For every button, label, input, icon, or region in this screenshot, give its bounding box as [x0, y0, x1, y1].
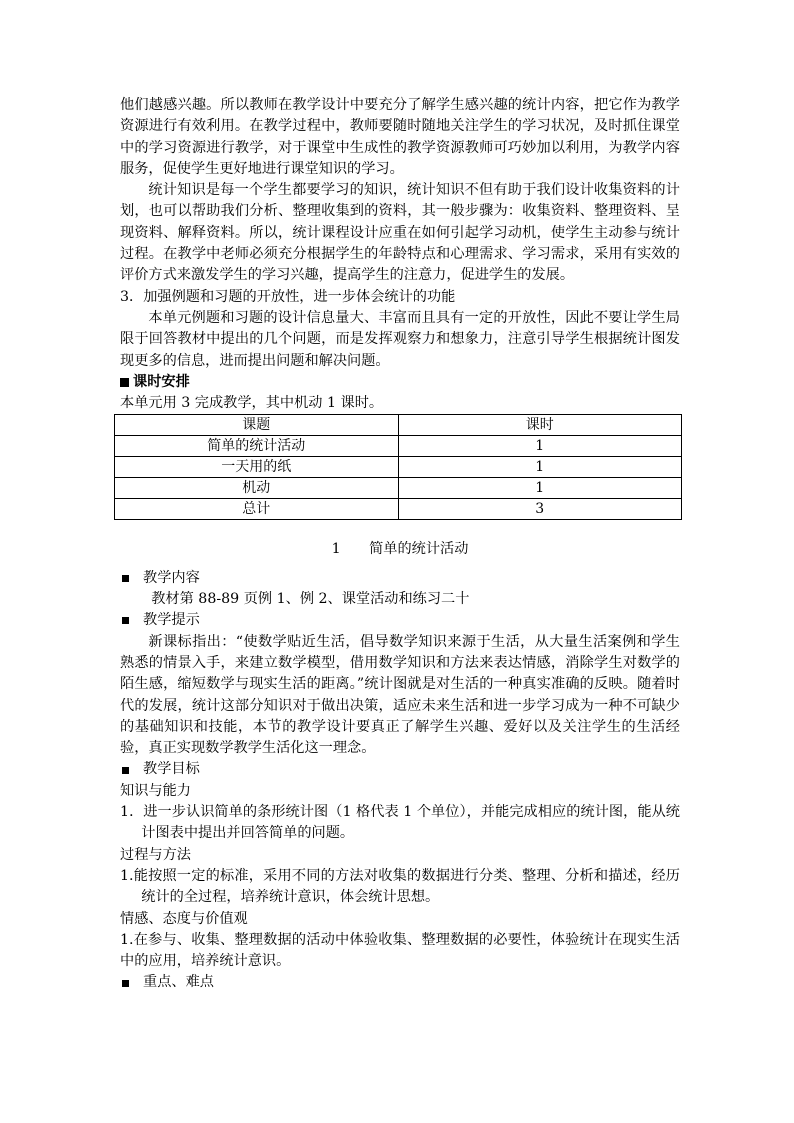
square-bullet-icon — [120, 378, 129, 387]
table-row — [115, 499, 682, 520]
content-heading — [120, 568, 680, 589]
lesson-title-text: 简单的统计活动 — [369, 541, 469, 558]
column-header-topic: 课题 — [115, 415, 399, 436]
hint-heading — [120, 610, 680, 631]
column-header-hours: 课时 — [398, 415, 682, 436]
content-text: 教材第 88-89 页例 1、例 2、课堂活动和练习二十 — [151, 591, 470, 608]
goal-process-heading: 过程与方法 — [120, 846, 191, 863]
paragraph-interest: 他们越感兴趣。所以教师在教学设计中要充分了解学生感兴趣的统计内容，把它作为教学资源进行有效利用。在教学过程中，教师要随时随地关注学生的学习状况，及时抓住课堂中的学习资源进行教学，对于课堂中生成性的教学资源教师可巧妙加以利用，为教学内容服务，促使学生更好地进行课堂知识的学习。 — [120, 97, 680, 177]
goals-heading — [120, 759, 680, 780]
table-header-row — [115, 415, 682, 436]
table-row — [115, 457, 682, 478]
cell-hours: 1 — [398, 436, 682, 457]
cell-hours: 1 — [398, 478, 682, 499]
hint-heading-text: 教学提示 — [143, 612, 200, 629]
cell-hours: 3 — [398, 499, 682, 520]
square-bullet-icon — [122, 575, 129, 582]
cell-topic: 简单的统计活动 — [115, 436, 399, 457]
lesson-title — [120, 539, 680, 560]
square-bullet-icon — [122, 980, 129, 987]
lesson-number: 1 — [331, 541, 341, 558]
cell-topic: 一天用的纸 — [115, 457, 399, 478]
schedule-heading-text: 课时安排 — [133, 373, 190, 390]
content-heading-text: 教学内容 — [143, 569, 200, 586]
schedule-table — [114, 414, 682, 520]
table-row — [115, 436, 682, 457]
cell-topic: 机动 — [115, 478, 399, 499]
key-points-heading-text: 重点、难点 — [143, 974, 214, 991]
goal-attitude-text: 1.在参与、收集、整理数据的活动中体验收集、整理数据的必要性，体验统计在现实生活中的应用，培养统计意识。 — [120, 931, 680, 970]
square-bullet-icon — [122, 767, 129, 774]
schedule-intro: 本单元用 3 完成教学，其中机动 1 课时。 — [120, 395, 384, 412]
cell-topic: 总计 — [115, 499, 399, 520]
cell-hours: 1 — [398, 457, 682, 478]
paragraph-statistics-knowledge: 统计知识是每一个学生都要学习的知识，统计知识不但有助于我们设计收集资料的计划，也可以帮助我们分析、整理收集到的资料，其一般步骤为：收集资料、整理资料、呈现资料、解释资料。所以，统计课程设计应重在如何引起学习动机，使学生主动参与统计过程。在教学中老师必须充分根据学生的年龄特点和心理需求、学习需求，采用有实效的评价方式来激发学生的学习兴趣，提高学生的注意力，促进学生的发展。 — [120, 182, 680, 284]
key-points-heading — [120, 972, 680, 993]
table-row — [115, 478, 682, 499]
goal-attitude-heading: 情感、态度与价值观 — [120, 910, 248, 927]
point-3-heading: 3．加强例题和习题的开放性，进一步体会统计的功能 — [120, 288, 456, 305]
document-page — [120, 95, 680, 994]
schedule-heading — [120, 372, 680, 393]
goal-knowledge-heading: 知识与能力 — [120, 782, 191, 799]
goals-heading-text: 教学目标 — [143, 761, 200, 778]
goal-knowledge-text: 1．进一步认识简单的条形统计图（1 格代表 1 个单位），并能完成相应的统计图，能从统计图表中提出并回答简单的问题。 — [120, 804, 680, 842]
square-bullet-icon — [122, 617, 129, 624]
goal-process-text: 1.能按照一定的标准，采用不同的方法对收集的数据进行分类、整理、分析和描述，经历统计的全过程，培养统计意识，体会统计思想。 — [120, 867, 680, 906]
hint-text: 新课标指出：“使数学贴近生活，倡导数学知识来源于生活，从大量生活案例和学生熟悉的情景入手，来建立数学模型，借用数学知识和方法来表达情感，消除学生对数学的陌生感，缩短数学与现实生活的距离。”统计图就是对生活的一种真实准确的反映。随着时代的发展，统计这部分知识对于做出决策，适应未来生活和进一步学习成为一种不可缺少的基础知识和技能，本节的教学设计要真正了解学生兴趣、爱好以及关注学生的生活经验，真正实现数学教学生活化这一理念。 — [120, 633, 680, 757]
paragraph-openness: 本单元例题和习题的设计信息量大、丰富而且具有一定的开放性，因此不要让学生局限于回答教材中提出的几个问题，而是发挥观察力和想象力，注意引导学生根据统计图发现更多的信息，进而提出问题和解决问题。 — [120, 309, 680, 369]
